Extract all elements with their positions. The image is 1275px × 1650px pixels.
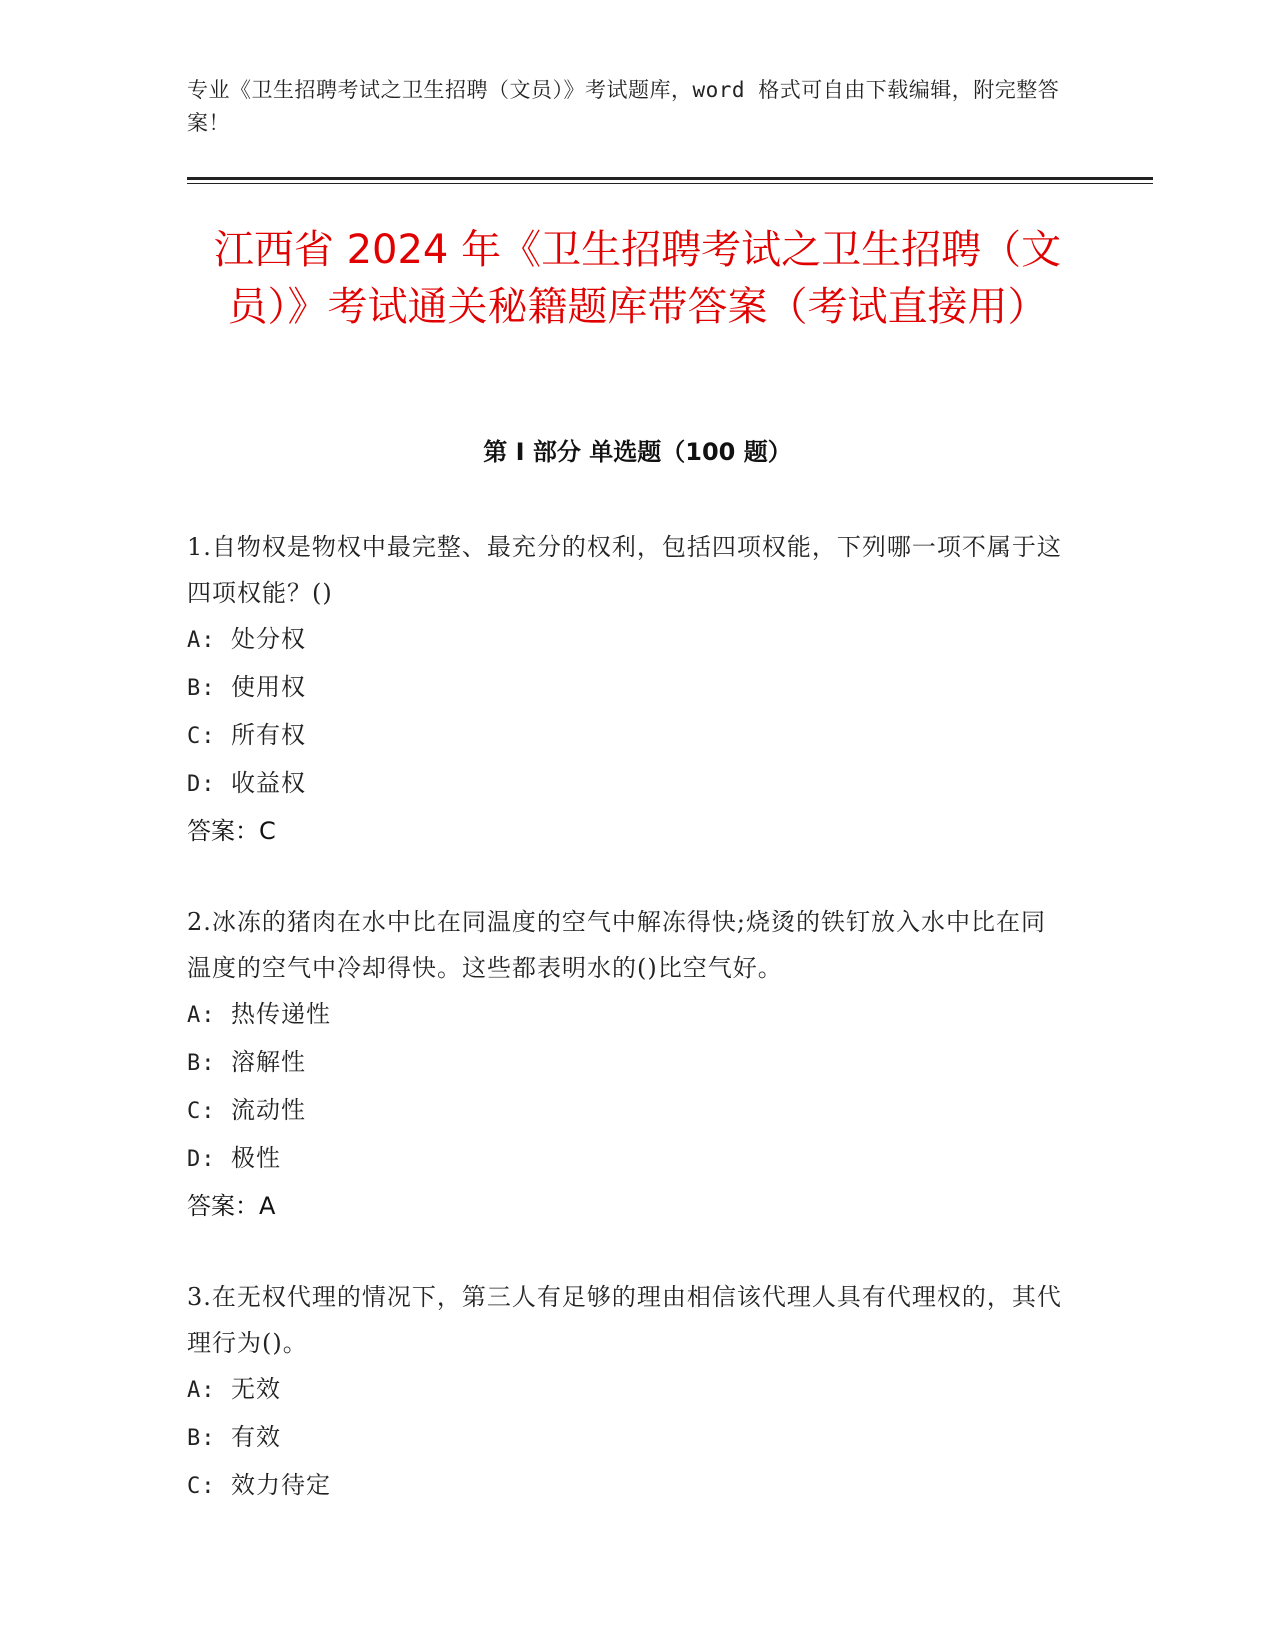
option-letter: B:: [187, 676, 216, 701]
option-a: [187, 616, 1067, 664]
question-2: [187, 899, 1067, 1229]
question-stem: 3.在无权代理的情况下，第三人有足够的理由相信该代理人具有代理权的，其代理行为()。: [187, 1283, 1062, 1357]
option-c: [187, 1087, 1067, 1135]
option-a: [187, 1366, 1067, 1414]
option-letter: C:: [187, 724, 216, 749]
document-title: 江西省 2024 年《卫生招聘考试之卫生招聘（文员）》考试通关秘籍题库带答案（考试直接用）: [213, 227, 1062, 330]
option-c: [187, 1462, 1067, 1510]
option-letter: C:: [187, 1474, 216, 1499]
option-b: [187, 1414, 1067, 1462]
option-text: 处分权: [231, 625, 306, 653]
header-divider-thin: [187, 183, 1153, 184]
option-letter: B:: [187, 1426, 216, 1451]
answer-line: 答案：A: [187, 1192, 276, 1220]
section-title: 第 I 部分 单选题（100 题）: [483, 438, 792, 466]
option-text: 极性: [231, 1144, 281, 1172]
option-letter: A:: [187, 1003, 216, 1028]
option-b: [187, 664, 1067, 712]
option-letter: B:: [187, 1051, 216, 1076]
option-a: [187, 991, 1067, 1039]
question-1: [187, 524, 1067, 854]
option-text: 流动性: [231, 1096, 306, 1124]
question-stem: 1.自物权是物权中最完整、最充分的权利，包括四项权能，下列哪一项不属于这四项权能？(): [187, 533, 1062, 607]
option-letter: A:: [187, 628, 216, 653]
option-text: 热传递性: [231, 1000, 331, 1028]
answer-line: 答案：C: [187, 817, 276, 845]
option-text: 无效: [231, 1375, 281, 1403]
option-letter: C:: [187, 1099, 216, 1124]
option-text: 使用权: [231, 673, 306, 701]
header-note: 专业《卫生招聘考试之卫生招聘（文员）》考试题库，word 格式可自由下载编辑，附完整答案！: [187, 78, 1060, 135]
option-d: [187, 760, 1067, 808]
option-text: 有效: [231, 1423, 281, 1451]
option-text: 所有权: [231, 721, 306, 749]
header-divider-thick: [187, 177, 1153, 180]
option-text: 收益权: [231, 769, 306, 797]
question-list: [187, 524, 1067, 1555]
option-letter: D:: [187, 772, 216, 797]
question-stem: 2.冰冻的猪肉在水中比在同温度的空气中解冻得快;烧烫的铁钉放入水中比在同温度的空气中冷却得快。这些都表明水的()比空气好。: [187, 908, 1046, 982]
option-letter: D:: [187, 1147, 216, 1172]
option-d: [187, 1135, 1067, 1183]
option-b: [187, 1039, 1067, 1087]
question-3: [187, 1274, 1067, 1510]
option-text: 溶解性: [231, 1048, 306, 1076]
option-text: 效力待定: [231, 1471, 331, 1499]
option-letter: A:: [187, 1378, 216, 1403]
option-c: [187, 712, 1067, 760]
